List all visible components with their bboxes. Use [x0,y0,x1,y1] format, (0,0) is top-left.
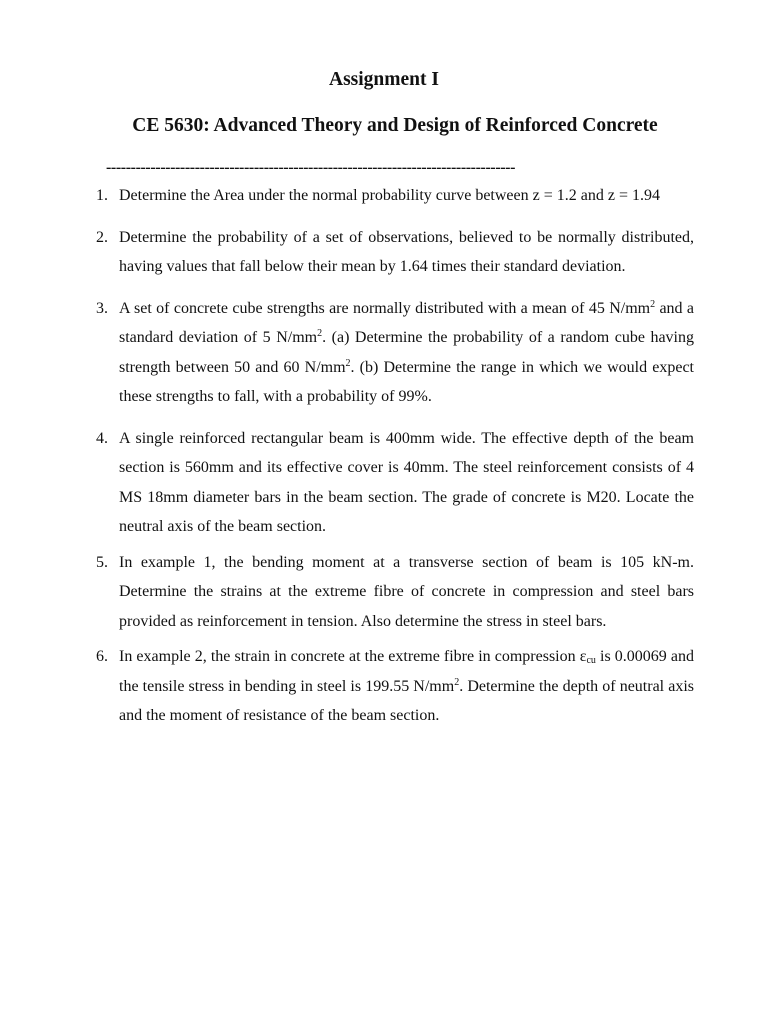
question-text-segment: A single reinforced rectangular beam is 400mm wide. The effective depth of the beam section is 560mm and its effective cover is 40mm. The steel reinforcement consists of 4 MS 18mm diameter bars in the beam section. The grade of concrete is M20. Locate the neutral axis of the beam section. [119,429,694,535]
question-text-segment: In example 1, the bending moment at a transverse section of beam is 105 kN-m. Determine the strains at the extreme fibre of concrete in compression and steel bars provided as reinforcement in tension. Also determine the stress in steel bars. [119,553,694,630]
question-text-segment: is 0.00069 and the tensile stress in bending in steel is 199.55 N/mm [119,648,694,695]
question-text-segment: . Determine the depth of neutral axis and the moment of resistance of the beam section. [119,677,695,724]
question-list [96,181,694,731]
question-text-segment: . (b) Determine the range in which we would expect these strengths to fall, with a probability of 99%. [119,358,695,405]
question-text-segment: A set of concrete cube strengths are normally distributed with a mean of 45 N/mm [119,299,651,317]
course-title: CE 5630: Advanced Theory and Design of Reinforced Concrete [132,115,658,136]
question-text-segment: . (a) Determine the probability of a random cube having strength between 50 and 60 N/mm [119,329,695,376]
superscript: 2 [317,328,323,339]
question-text [119,181,694,211]
question-text [119,294,694,412]
question-text-segment: and a standard deviation of 5 N/mm [119,299,695,346]
question-text [119,642,694,731]
assignment-title: Assignment I [329,69,439,90]
question-item [96,548,694,637]
subscript: cu [586,655,596,666]
question-number: 4. [96,429,108,447]
superscript: 2 [454,676,460,688]
question-item [96,294,694,412]
question-number: 5. [96,553,108,571]
question-item [96,424,694,542]
question-item [96,642,694,731]
question-number: 3. [96,299,108,317]
question-text-segment: In example 2, the strain in concrete at the extreme fibre in compression ε [119,648,587,665]
question-text [119,548,694,637]
superscript: 2 [650,298,656,310]
superscript: 2 [345,357,351,369]
dashed-divider: ----------------------------------------------------------------------------------- [106,159,516,176]
question-item [96,223,694,282]
question-text [119,223,694,282]
question-number: 2. [96,228,108,246]
question-text-segment: Determine the probability of a set of observations, believed to be normally distributed, having values that fall below their mean by 1.64 times their standard deviation. [119,228,694,275]
question-text-segment: Determine the Area under the normal probability curve between z = 1.2 and z = 1.94 [119,187,660,204]
question-item [96,181,694,211]
question-number: 6. [96,648,108,665]
question-text [119,424,694,542]
question-number: 1. [96,187,108,204]
